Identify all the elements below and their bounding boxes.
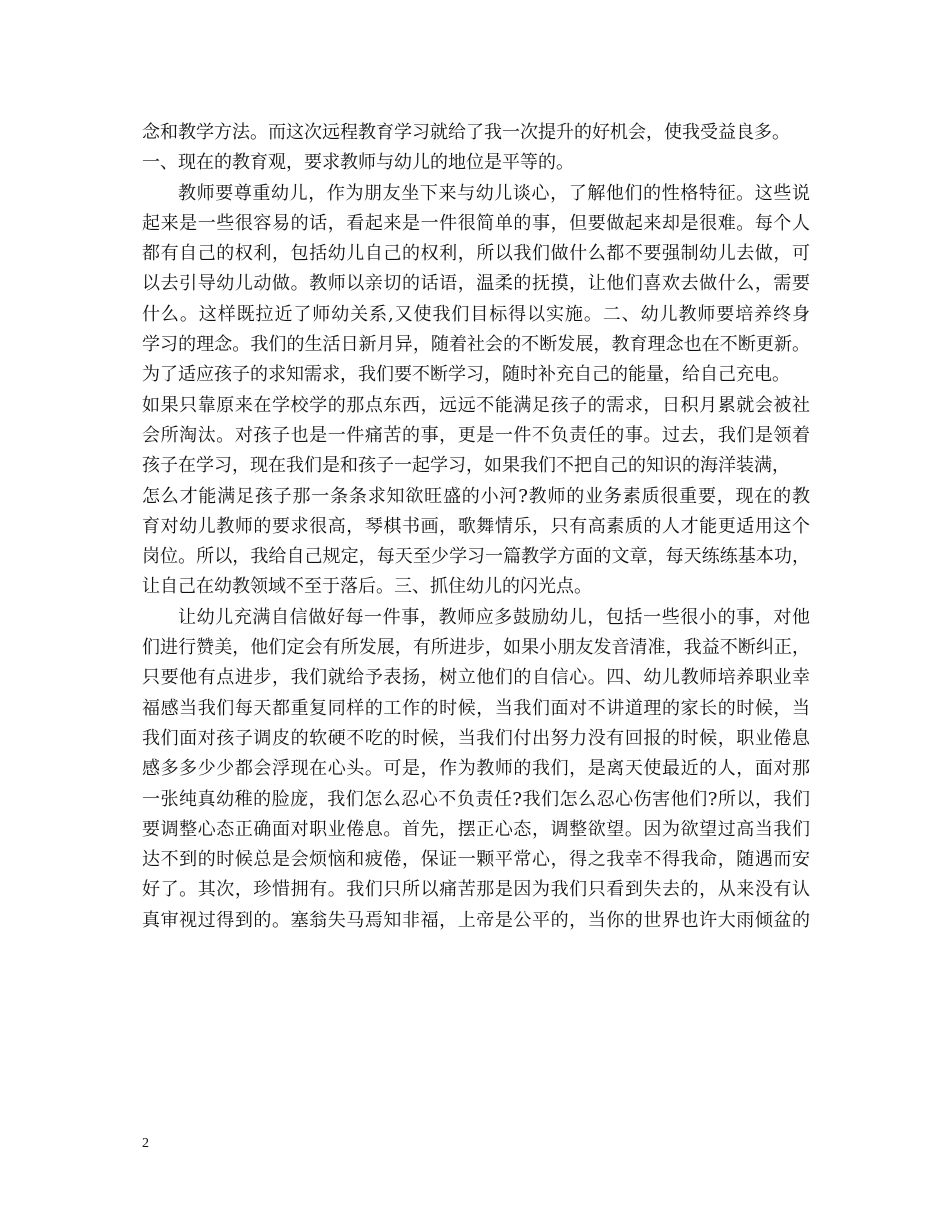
text-line: 学习的理念。我们的生活日新月异，随着社会的不断发展，教育理念也在不断更新。: [142, 334, 810, 356]
text-line: 都有自己的权利，包括幼儿自己的权利，所以我们做什么都不要强制幼儿去做，可: [142, 243, 810, 265]
text-line: 只要他有点进步，我们就给予表扬，树立他们的自信心。四、幼儿教师培养职业幸: [142, 667, 810, 689]
text-line: 为了适应孩子的求知需求，我们要不断学习，随时补充自己的能量，给自己充电。: [142, 364, 790, 386]
text-line: 什么。这样既拉近了师幼关系,又使我们目标得以实施。二、幼儿教师要培养终身: [142, 303, 810, 325]
text-line: 怎么才能满足孩子那一条条求知欲旺盛的小河?教师的业务素质很重要，现在的教: [142, 485, 810, 507]
text-line: 一、现在的教育观，要求教师与幼儿的地位是平等的。: [142, 152, 574, 174]
text-line: 让自己在幼教领域不至于落后。三、抓住幼儿的闪光点。: [142, 576, 592, 598]
text-line: 要调整心态正确面对职业倦息。首先，摆正心态，调整欲望。因为欲望过高当我们: [142, 818, 810, 840]
text-line: 感多多少少都会浮现在心头。可是，作为教师的我们，是离天使最近的人，面对那: [142, 758, 810, 780]
text-line: 育对幼儿教师的要求很高，琴棋书画，歌舞情乐，只有高素质的人才能更适用这个: [142, 515, 810, 537]
text-line: 以去引导幼儿动做。教师以亲切的话语，温柔的抚摸，让他们喜欢去做什么，需要: [142, 273, 810, 295]
text-line: 福感当我们每天都重复同样的工作的时候，当我们面对不讲道理的家长的时候，当: [142, 697, 810, 719]
text-line: 一张纯真幼稚的脸庞，我们怎么忍心不负责任?我们怎么忍心伤害他们?所以，我们: [142, 788, 810, 810]
text-line: 让幼儿充满自信做好每一件事，教师应多鼓励幼儿，包括一些很小的事，对他: [178, 606, 810, 628]
text-line: 真审视过得到的。塞翁失马焉知非福，上帝是公平的，当你的世界也许大雨倾盆的: [142, 909, 810, 931]
text-line: 起来是一些很容易的话，看起来是一件很简单的事，但要做起来却是很难。每个人: [142, 212, 810, 234]
text-line: 们进行赞美，他们定会有所发展，有所进步，如果小朋友发音清准，我益不断纠正，: [142, 637, 810, 659]
text-line: 岗位。所以，我给自己规定，每天至少学习一篇教学方面的文章，每天练练基本功，: [142, 546, 810, 568]
text-line: 我们面对孩子调皮的软硬不吃的时候，当我们付出努力没有回报的时候，职业倦息: [142, 727, 810, 749]
text-line: 如果只靠原来在学校学的那点东西，远远不能满足孩子的需求，日积月累就会被社: [142, 394, 810, 416]
text-line: 会所淘汰。对孩子也是一件痛苦的事，更是一件不负责任的事。过去，我们是领着: [142, 424, 810, 446]
text-line: 念和教学方法。而这次远程教育学习就给了我一次提升的好机会，使我受益良多。: [142, 122, 790, 143]
body-text: [142, 118, 810, 936]
page-number: 2: [142, 1136, 149, 1151]
text-line: 达不到的时候总是会烦恼和疲倦，保证一颗平常心，得之我幸不得我命，随遇而安: [142, 849, 810, 871]
text-line: 教师要尊重幼儿，作为朋友坐下来与幼儿谈心，了解他们的性格特征。这些说: [178, 182, 810, 204]
text-line: 好了。其次，珍惜拥有。我们只所以痛苦那是因为我们只看到失去的，从来没有认: [142, 879, 810, 901]
text-line: 孩子在学习，现在我们是和孩子一起学习，如果我们不把自己的知识的海洋装满，: [142, 455, 790, 477]
